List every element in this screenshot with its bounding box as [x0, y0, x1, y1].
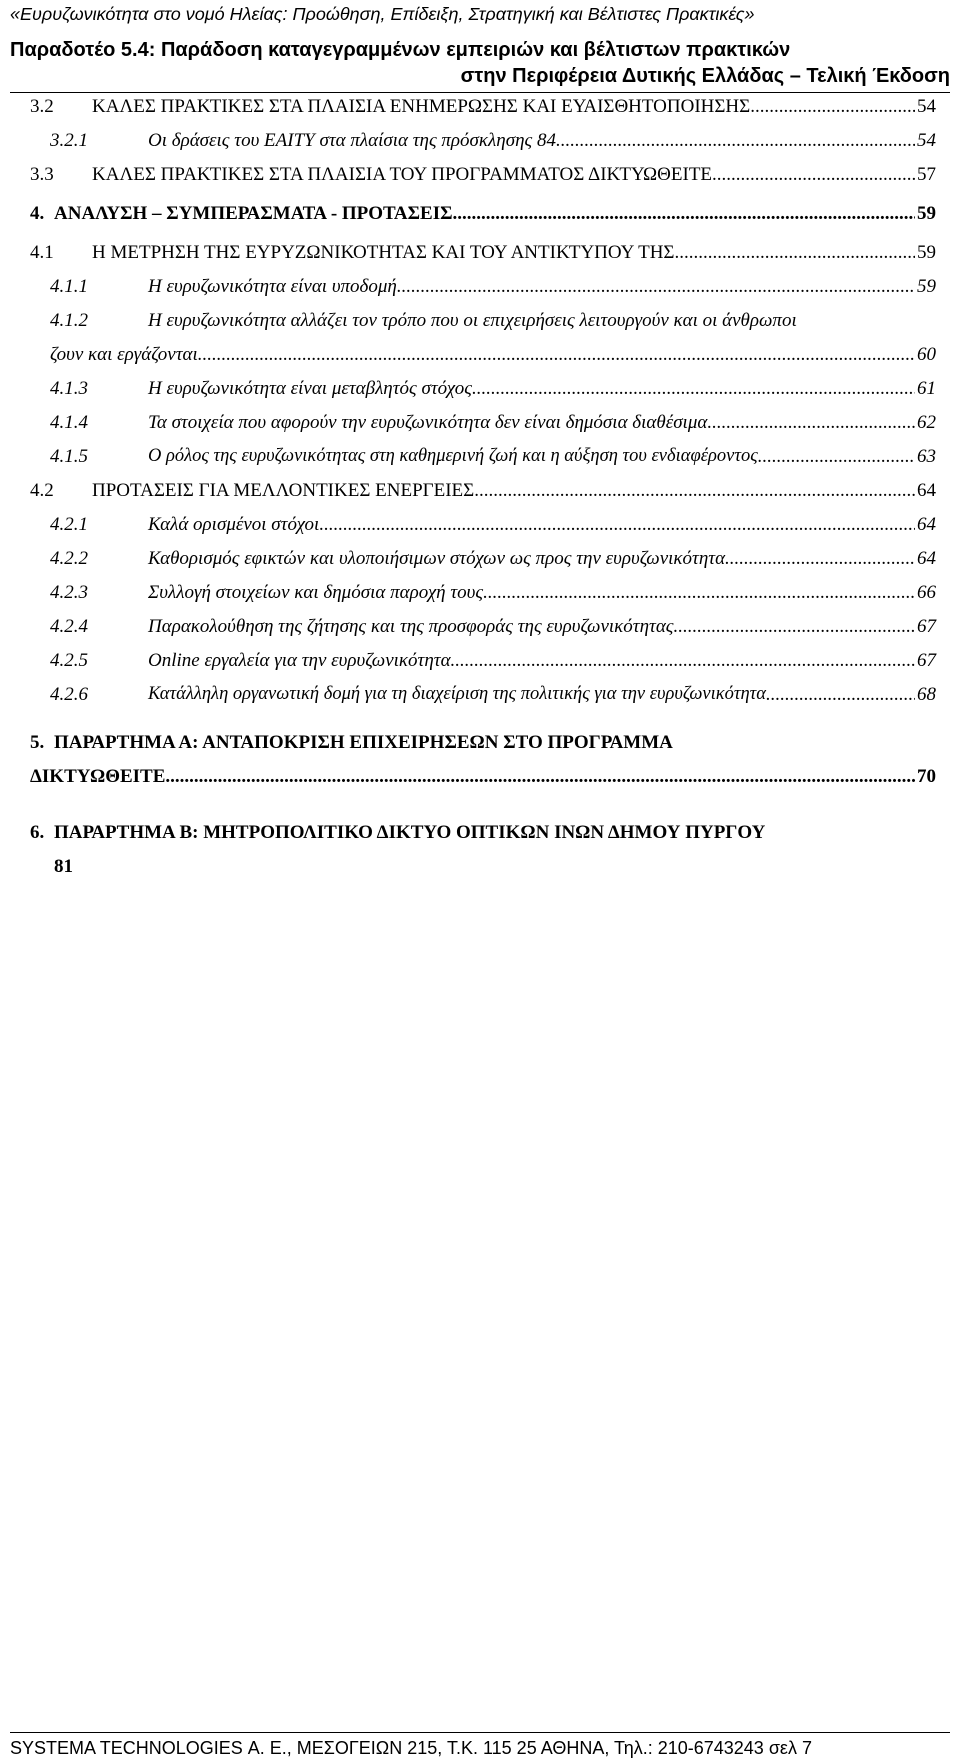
toc-number: 4.: [30, 203, 45, 224]
toc-number: 3.2: [30, 96, 54, 117]
toc-leader: [474, 480, 915, 502]
toc-leader: [766, 684, 915, 706]
toc-page: 63: [917, 446, 936, 467]
toc-number: 6.: [30, 822, 45, 843]
toc-leader: [165, 766, 915, 788]
toc-leader: [451, 650, 915, 672]
page-footer: SYSTEMA TECHNOLOGIES Α. Ε., ΜΕΣΟΓΕΙΩΝ 215, Τ.Κ. 115 25 ΑΘΗΝΑ, Τηλ.: 210-6743243 σελ 7: [10, 1738, 812, 1758]
toc-page: 67: [917, 650, 936, 671]
toc-text: ΚΑΛΕΣ ΠΡΑΚΤΙΚΕΣ ΣΤΑ ΠΛΑΙΣΙΑ ΤΟΥ ΠΡΟΓΡΑΜΜΑΤΟΣ ΔΙΚΤΥΩΘΕΙΤΕ: [92, 164, 713, 185]
toc-text: Καθορισμός εφικτών και υλοποιήσιμων στόχων ως προς την ευρυζωνικότητα: [148, 548, 726, 569]
toc-text: Ο ρόλος της ευρυζωνικότητας στη καθημερινή ζωή και η αύξηση του ενδιαφέροντος: [148, 446, 758, 466]
toc-page: 57: [917, 164, 936, 185]
toc-text: ΠΑΡΑΡΤΗΜΑ Β: ΜΗΤΡΟΠΟΛΙΤΙΚΟ ΔΙΚΤΥΟ ΟΠΤΙΚΩΝ ΙΝΩΝ ΔΗΜΟΥ ΠΥΡΓΟΥ: [54, 822, 766, 843]
footer-divider: [10, 1732, 950, 1733]
toc-text: Οι δράσεις του ΕΑΙΤΥ στα πλαίσια της πρόσκλησης 84: [148, 130, 556, 151]
toc-entry-4-1-2[interactable]: [30, 310, 936, 340]
toc-page: 66: [917, 582, 936, 603]
toc-page: 68: [917, 684, 936, 705]
toc-number: 4.1: [30, 242, 54, 263]
toc-entry-5[interactable]: [30, 732, 936, 762]
toc-leader: [758, 446, 915, 468]
toc-text: Παρακολούθηση της ζήτησης και της προσφοράς της ευρυζωνικότητας: [148, 616, 674, 637]
toc-leader: [453, 203, 915, 225]
toc-leader: [674, 616, 915, 638]
toc-number: 4.1.4: [50, 412, 88, 433]
toc-entry-4-1-2-cont[interactable]: [30, 344, 936, 374]
project-title-line: «Ευρυζωνικότητα στο νομό Ηλείας: Προώθηση, Επίδειξη, Στρατηγική και Βέλτιστες Πρακτικές»: [10, 4, 755, 24]
deliverable-title-line-1: Παραδοτέο 5.4: Παράδοση καταγεγραμμένων εμπειριών και βέλτιστων πρακτικών: [10, 39, 791, 61]
toc-number: 5.: [30, 732, 45, 753]
toc-number: 4.2.5: [50, 650, 88, 671]
toc-entry-4[interactable]: [30, 203, 936, 233]
toc-entry-4-1-5[interactable]: [30, 446, 936, 476]
toc-page: 62: [917, 412, 936, 433]
toc-entry-6[interactable]: [30, 822, 936, 852]
toc-entry-4-2-5[interactable]: [30, 650, 936, 680]
toc-text: ΑΝΑΛΥΣΗ – ΣΥΜΠΕΡΑΣΜΑΤΑ - ΠΡΟΤΑΣΕΙΣ: [54, 203, 453, 224]
toc-text: Κατάλληλη οργανωτική δομή για τη διαχείριση της πολιτικής για την ευρυζωνικότητα: [148, 684, 767, 704]
toc-text: ΠΑΡΑΡΤΗΜΑ Α: ΑΝΤΑΠΟΚΡΙΣΗ ΕΠΙΧΕΙΡΗΣΕΩΝ ΣΤΟ ΠΡΟΓΡΑΜΜΑ: [54, 732, 673, 753]
toc-entry-3-2-1[interactable]: [30, 130, 936, 160]
toc-page: 81: [54, 856, 73, 877]
toc-number: 4.1.1: [50, 276, 88, 297]
toc-leader: [397, 276, 915, 298]
deliverable-title: [10, 37, 950, 89]
toc-entry-3-2[interactable]: [30, 96, 936, 126]
toc-page: 59: [917, 242, 936, 263]
toc-page: 64: [917, 514, 936, 535]
toc-entry-4-2-2[interactable]: [30, 548, 936, 578]
toc-page: 54: [917, 130, 936, 151]
toc-text: Η ευρυζωνικότητα είναι υποδομή: [148, 276, 397, 297]
toc-page: 67: [917, 616, 936, 637]
toc-leader: [707, 412, 915, 434]
toc-entry-4-2-6[interactable]: [30, 684, 936, 714]
toc-text-continued: ζουν και εργάζονται: [50, 344, 198, 365]
toc-page: 60: [917, 344, 936, 365]
toc-entry-4-1-3[interactable]: [30, 378, 936, 408]
toc-entry-4-1-1[interactable]: [30, 276, 936, 306]
toc-page: 61: [917, 378, 936, 399]
toc-text: ΚΑΛΕΣ ΠΡΑΚΤΙΚΕΣ ΣΤΑ ΠΛΑΙΣΙΑ ΕΝΗΜΕΡΩΣΗΣ ΚΑΙ ΕΥΑΙΣΘΗΤΟΠΟΙΗΣΗΣ: [92, 96, 751, 117]
toc-leader: [674, 242, 915, 264]
toc-entry-4-2-4[interactable]: [30, 616, 936, 646]
toc-page: 64: [917, 548, 936, 569]
toc-leader: [319, 514, 915, 536]
toc-entry-4-2[interactable]: [30, 480, 936, 510]
toc-text: Καλά ορισμένοι στόχοι: [148, 514, 320, 535]
toc-number: 4.2.1: [50, 514, 88, 535]
toc-page: 64: [917, 480, 936, 501]
toc-text: Η ευρυζωνικότητα είναι μεταβλητός στόχος: [148, 378, 472, 399]
toc-number: 3.3: [30, 164, 54, 185]
toc-text: Η ΜΕΤΡΗΣΗ ΤΗΣ ΕΥΡΥΖΩΝΙΚΟΤΗΤΑΣ ΚΑΙ ΤΟΥ ΑΝΤΙΚΤΥΠΟΥ ΤΗΣ: [92, 242, 675, 263]
toc-entry-4-1-4[interactable]: [30, 412, 936, 442]
toc-page: 70: [917, 766, 936, 787]
toc-leader: [712, 164, 915, 186]
toc-number: 4.1.2: [50, 310, 88, 331]
toc-text: Η ευρυζωνικότητα αλλάζει τον τρόπο που οι επιχειρήσεις λειτουργούν και οι άνθρωποι: [148, 310, 797, 331]
toc-entry-4-2-3[interactable]: [30, 582, 936, 612]
toc-leader: [198, 344, 915, 366]
toc-page: 59: [917, 276, 936, 297]
toc-number: 4.2.2: [50, 548, 88, 569]
deliverable-title-line-2: στην Περιφέρεια Δυτικής Ελλάδας – Τελική Έκδοση: [460, 65, 950, 87]
toc-text: Online εργαλεία για την ευρυζωνικότητα: [148, 650, 451, 671]
toc-text: Τα στοιχεία που αφορούν την ευρυζωνικότητα δεν είναι δημόσια διαθέσιμα: [148, 412, 708, 433]
toc-number: 4.2.6: [50, 684, 88, 705]
toc-leader: [725, 548, 915, 570]
toc-text: ΠΡΟΤΑΣΕΙΣ ΓΙΑ ΜΕΛΛΟΝΤΙΚΕΣ ΕΝΕΡΓΕΙΕΣ: [92, 480, 475, 501]
toc-leader: [483, 582, 915, 604]
toc-number: 4.2.4: [50, 616, 88, 637]
toc-entry-4-1[interactable]: [30, 242, 936, 272]
toc-leader: [556, 130, 915, 152]
toc-number: 4.2.3: [50, 582, 88, 603]
toc-leader: [750, 96, 915, 118]
header-divider: [10, 92, 950, 93]
toc-number: 3.2.1: [50, 130, 88, 151]
toc-text-continued: ΔΙΚΤΥΩΘΕΙΤΕ: [30, 766, 166, 787]
toc-number: 4.2: [30, 480, 54, 501]
toc-entry-5-cont[interactable]: [30, 766, 936, 796]
toc-page: 59: [917, 203, 936, 224]
toc-page: 54: [917, 96, 936, 117]
toc-entry-6-cont[interactable]: [30, 856, 936, 886]
toc-entry-3-3[interactable]: [30, 164, 936, 194]
toc-number: 4.1.5: [50, 446, 88, 467]
toc-entry-4-2-1[interactable]: [30, 514, 936, 544]
toc-number: 4.1.3: [50, 378, 88, 399]
toc-text: Συλλογή στοιχείων και δημόσια παροχή τους: [148, 582, 484, 603]
toc-leader: [472, 378, 915, 400]
